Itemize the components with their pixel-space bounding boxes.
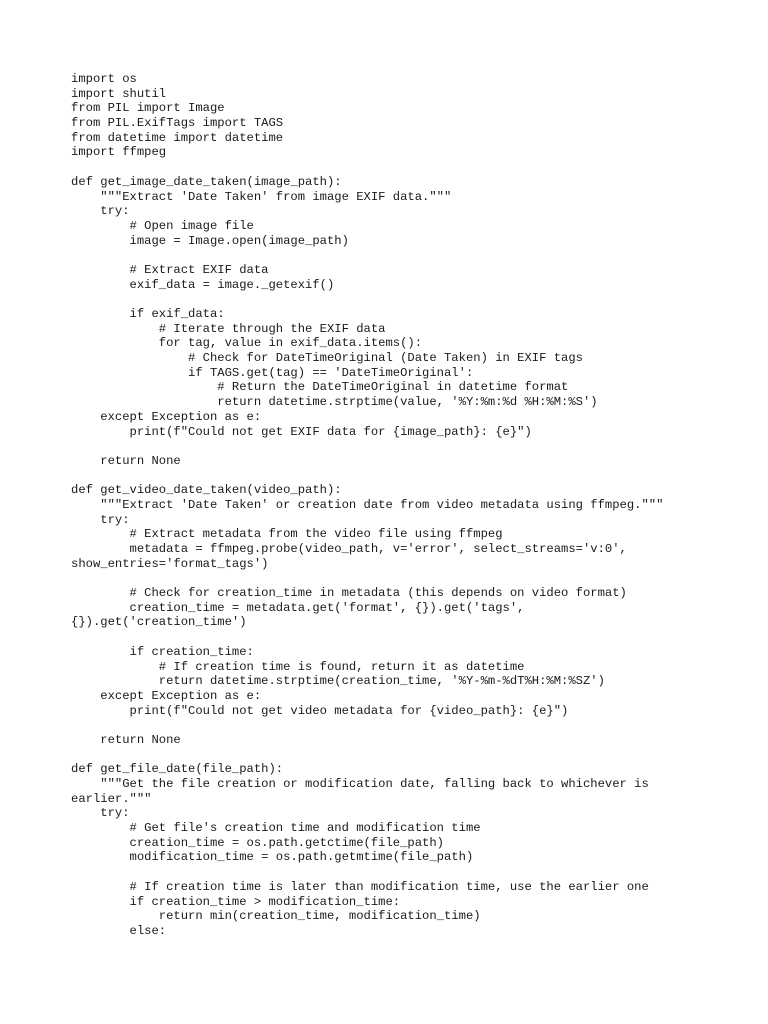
code-line: def get_file_date(file_path): bbox=[71, 762, 284, 777]
code-line: def get_image_date_taken(image_path): bbox=[71, 174, 342, 189]
code-line: return min(creation_time, modification_time) bbox=[71, 909, 481, 924]
code-line: # If creation time is later than modification time, use the earlier one bbox=[71, 879, 649, 894]
code-line: # Get file's creation time and modification time bbox=[71, 821, 481, 836]
code-line: from PIL import Image bbox=[71, 101, 225, 116]
code-line: import os bbox=[71, 72, 137, 86]
code-line: if creation_time > modification_time: bbox=[71, 894, 401, 909]
code-line: try: bbox=[71, 806, 130, 821]
code-line: except Exception as e: bbox=[71, 409, 262, 424]
code-line: creation_time = os.path.getctime(file_path) bbox=[71, 835, 444, 850]
code-line: if TAGS.get(tag) == 'DateTimeOriginal': bbox=[71, 365, 474, 380]
code-line: modification_time = os.path.getmtime(file_path) bbox=[71, 850, 474, 865]
code-line bbox=[71, 718, 731, 733]
code-line: """Extract 'Date Taken' from image EXIF data.""" bbox=[71, 189, 452, 204]
code-line bbox=[71, 469, 731, 484]
code-line: def get_video_date_taken(video_path): bbox=[71, 483, 342, 498]
code-line: {}).get('creation_time') bbox=[71, 615, 247, 630]
code-line: return datetime.strptime(creation_time, '%Y-%m-%dT%H:%M:%SZ') bbox=[71, 674, 605, 689]
code-listing bbox=[71, 72, 731, 939]
code-line bbox=[71, 748, 731, 763]
code-line: print(f"Could not get EXIF data for {image_path}: {e}") bbox=[71, 424, 532, 439]
code-line: import ffmpeg bbox=[71, 145, 167, 160]
code-line: # Iterate through the EXIF data bbox=[71, 321, 386, 336]
code-line: # If creation time is found, return it as datetime bbox=[71, 659, 525, 674]
code-line: exif_data = image._getexif() bbox=[71, 277, 335, 292]
code-line: return None bbox=[71, 453, 181, 468]
code-line: # Check for DateTimeOriginal (Date Taken) in EXIF tags bbox=[71, 351, 583, 366]
code-line: else: bbox=[71, 923, 167, 938]
code-line: print(f"Could not get video metadata for {video_path}: {e}") bbox=[71, 703, 569, 718]
code-line: show_entries='format_tags') bbox=[71, 556, 269, 571]
code-line: if exif_data: bbox=[71, 307, 225, 321]
code-line: return datetime.strptime(value, '%Y:%m:%d %H:%M:%S') bbox=[71, 395, 598, 410]
code-line: # Open image file bbox=[71, 218, 254, 233]
code-line: import shutil bbox=[71, 86, 167, 101]
code-line: creation_time = metadata.get('format', {}).get('tags', bbox=[71, 600, 525, 615]
code-line: try: bbox=[71, 204, 130, 219]
code-line: # Return the DateTimeOriginal in datetime format bbox=[71, 380, 569, 395]
code-line: """Get the file creation or modification date, falling back to whichever is bbox=[71, 777, 649, 791]
code-line bbox=[71, 865, 731, 880]
code-line bbox=[71, 292, 731, 307]
code-line: # Extract metadata from the video file using ffmpeg bbox=[71, 527, 503, 542]
code-line: image = Image.open(image_path) bbox=[71, 233, 349, 248]
code-line: try: bbox=[71, 512, 130, 527]
code-line: # Check for creation_time in metadata (this depends on video format) bbox=[71, 586, 627, 601]
code-line bbox=[71, 630, 731, 645]
code-line: from datetime import datetime bbox=[71, 130, 284, 145]
code-line bbox=[71, 571, 731, 586]
code-line: return None bbox=[71, 732, 181, 747]
code-line: if creation_time: bbox=[71, 644, 254, 659]
code-line: from PIL.ExifTags import TAGS bbox=[71, 116, 284, 131]
code-line: """Extract 'Date Taken' or creation date from video metadata using ffmpeg.""" bbox=[71, 497, 664, 512]
code-line bbox=[71, 160, 731, 175]
code-line: except Exception as e: bbox=[71, 688, 262, 703]
code-line: for tag, value in exif_data.items(): bbox=[71, 336, 423, 351]
code-line: metadata = ffmpeg.probe(video_path, v='error', select_streams='v:0', bbox=[71, 542, 627, 556]
code-line bbox=[71, 248, 731, 263]
code-line: earlier.""" bbox=[71, 791, 152, 806]
code-line bbox=[71, 439, 731, 454]
code-line: # Extract EXIF data bbox=[71, 262, 269, 277]
